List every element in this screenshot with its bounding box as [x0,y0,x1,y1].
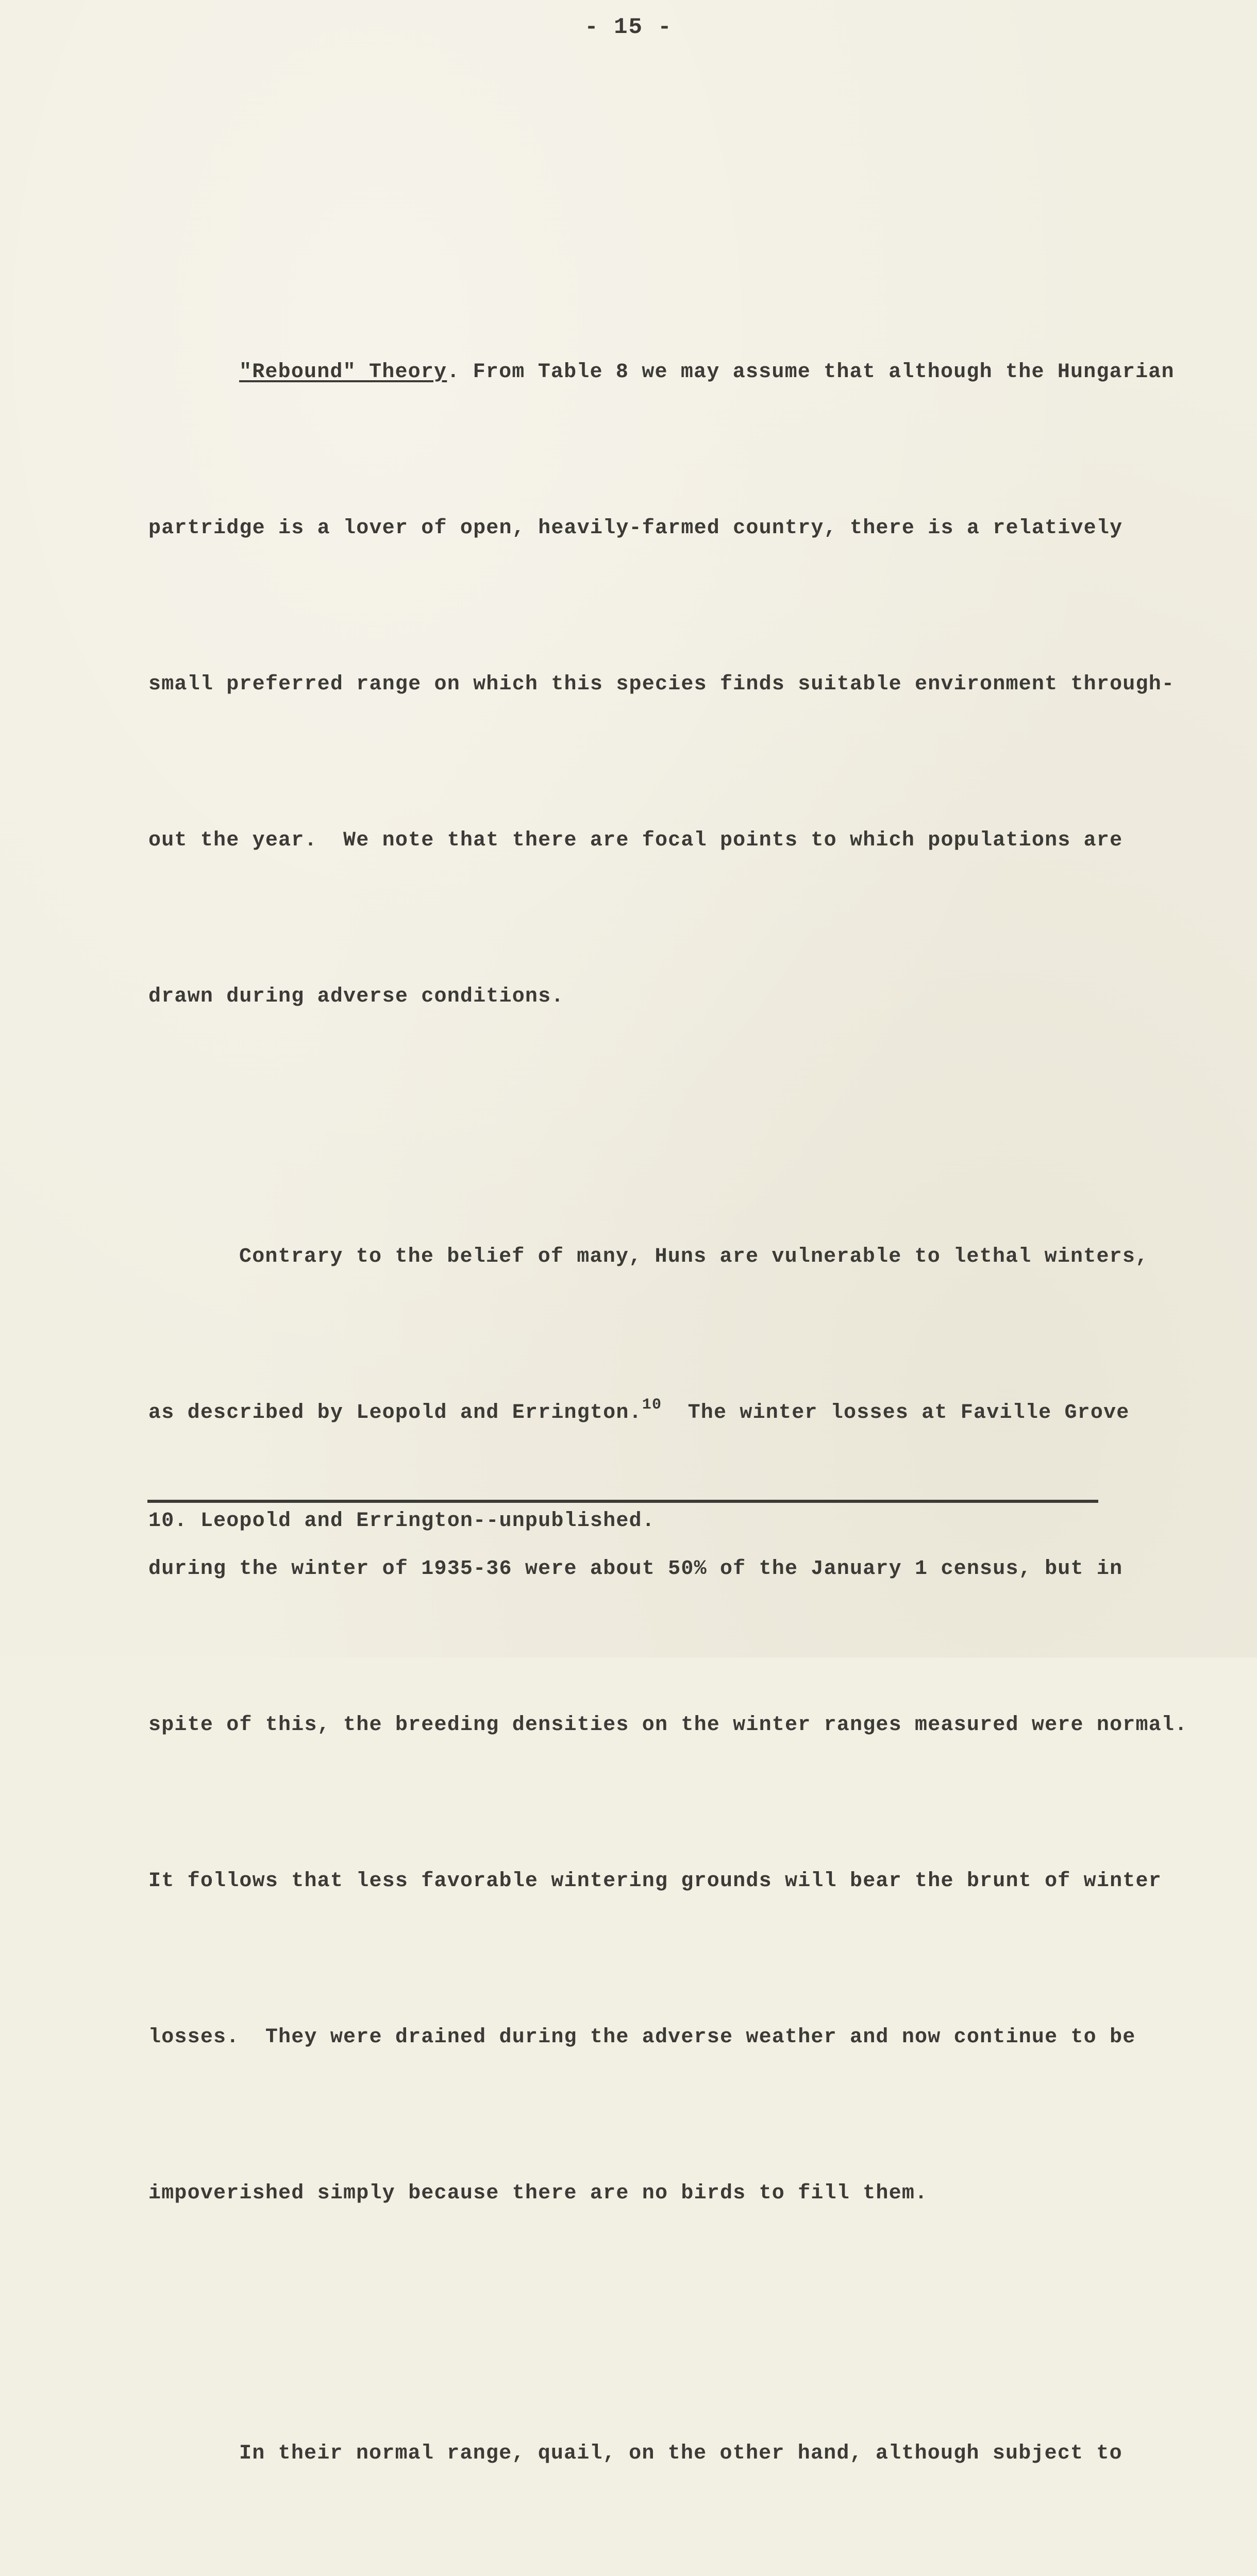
paragraph-2-line-2 [148,1387,1174,1439]
section-heading: "Rebound" Theory [239,361,447,384]
paragraph-text: drawn during adverse conditions. [148,985,564,1008]
paragraph-text: spite of this, the breeding densities on the winter ranges measured were normal. [148,1714,1188,1737]
paragraph-text: small preferred range on which this species finds suitable environment through- [148,673,1175,696]
footnote-reference: 10 [642,1396,662,1414]
paragraph-text: out the year. We note that there are focal points to which populations are [148,829,1123,852]
paragraph-text: . From Table 8 we may assume that although the Hungarian [447,361,1175,384]
paragraph-text: In their normal range, quail, on the other hand, although subject to [239,2442,1122,2465]
paragraph-text: The winter losses at Faville Grove [662,1401,1130,1425]
paragraph-text: during the winter of 1935-36 were about 50% of the January 1 census, but in [148,1557,1123,1581]
paragraph-text: as described by Leopold and Errington. [148,1401,642,1425]
paragraph-text: losses. They were drained during the adverse weather and now continue to be [148,2026,1136,2049]
paragraph-1-line-1 [148,346,1174,398]
footnote-divider [147,1500,1098,1503]
paragraph-text: partridge is a lover of open, heavily-farmed country, there is a relatively [148,517,1123,540]
paragraph-text: impoverished simply because there are no birds to fill them. [148,2182,928,2205]
paragraph-text: Contrary to the belief of many, Huns are vulnerable to lethal winters, [239,1245,1149,1268]
paragraph-text: It follows that less favorable wintering grounds will bear the brunt of winter [148,1870,1162,1893]
body-text [148,138,1188,2576]
footnote: 10. Leopold and Errington--unpublished. [148,1510,655,1533]
page-number: - 15 - [584,14,673,40]
